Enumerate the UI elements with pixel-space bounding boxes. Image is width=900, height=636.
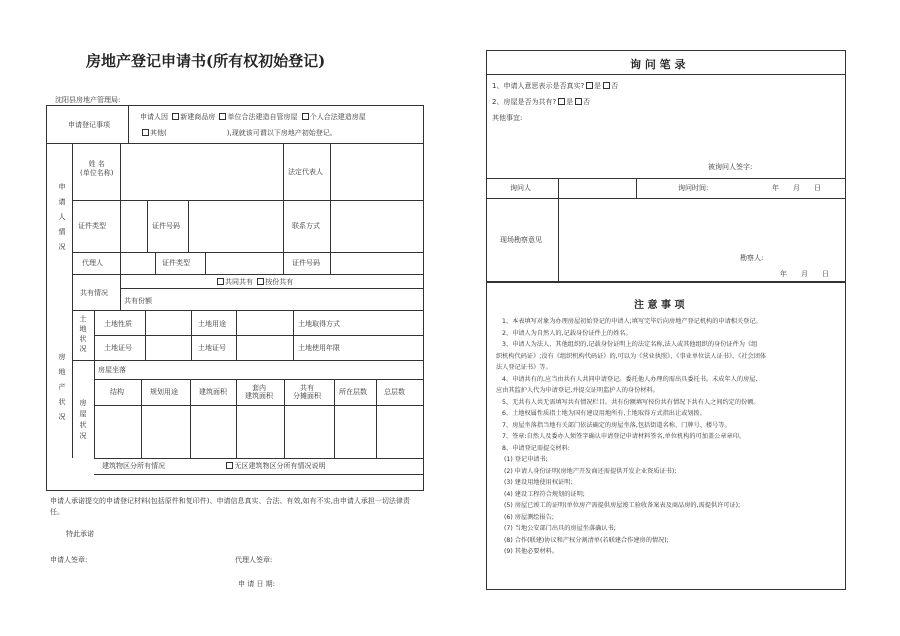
special-commitment: 特此承诺 <box>66 530 94 538</box>
note-line: 4、申请共有的,应当由共有人共同申请登记。委托他人办理的需出具委托书。未成年人的房屋, <box>502 375 758 383</box>
agent-cert-no-label: 证件号码 <box>292 259 320 267</box>
checkbox-no-partition[interactable] <box>226 462 233 469</box>
cert-type-label: 证件类型 <box>78 222 106 230</box>
declaration-text: 申请人承诺提交的申请登记材料(包括原件和复印件)、申请信息真实、合法、有效,如有不实,由申请人承担一切法律责任。 <box>50 497 410 516</box>
note-line: (1) 登记申请书; <box>504 456 548 463</box>
checkbox-q2-no[interactable] <box>575 98 582 105</box>
inquirer-label: 询问人 <box>510 184 531 192</box>
col-floor-area: 建筑面积 <box>199 388 227 396</box>
land-years-label: 土地使用年限 <box>298 344 340 352</box>
note-line: (6) 房屋测绘报告; <box>504 513 554 521</box>
checkbox-share[interactable] <box>257 278 264 285</box>
land-no-label: 土地证号 <box>198 344 226 352</box>
land-status-label: 土地状况 <box>79 315 87 353</box>
house-status-label: 房屋状况 <box>79 399 87 440</box>
agent-signature-label: 代理人签章: <box>235 556 273 564</box>
coown-options: 共同共有 按份共有 <box>215 278 293 286</box>
house-location-label: 房屋坐落 <box>98 366 126 374</box>
note-line: 5、无共有人共无需填写共有情况栏目。共有份额填写按份共有情况下共有人之间约定的份额。 <box>502 398 760 406</box>
col-total-floors: 总层数 <box>384 388 405 396</box>
note-line: (9) 其他必要材料。 <box>504 548 559 555</box>
note-line: (5) 房屋已竣工的证明(单位房产需提供房屋竣工验收备案表及商品房的,需提供许可证); <box>504 502 741 509</box>
name-label: 姓 名 (单位名称) <box>80 160 114 177</box>
land-nature-label: 土地性质 <box>104 320 132 328</box>
checkbox-new-commercial[interactable] <box>172 113 179 120</box>
notes-title: 注 意 事 项 <box>634 300 685 311</box>
other-matters-label: 其他事宜: <box>492 114 523 122</box>
note-line: 法人登记证书》等。 <box>496 364 552 371</box>
checkbox-q2-yes[interactable] <box>558 98 565 105</box>
note-line: (4) 建设工程符合规划的证明; <box>504 490 585 498</box>
checkbox-q1-no[interactable] <box>603 82 610 89</box>
note-line: 6、土地权属性质指土地为国有建设用地所有,土地取得方式指出让或划拨。 <box>502 410 706 417</box>
land-cert-label: 土地证号 <box>104 344 132 352</box>
checkbox-q1-yes[interactable] <box>586 82 593 89</box>
checkbox-unit-built[interactable] <box>219 113 226 120</box>
matter-line-1: 申请人因 新建商品房 单位合法建造自管房屋 个人合法建造房屋 <box>140 113 366 121</box>
surveyor-label: 勘察人: <box>740 254 764 262</box>
legal-rep-label: 法定代表人 <box>288 168 323 176</box>
agent-cert-type-label: 证件类型 <box>162 259 190 267</box>
interviewee-signature-label: 被询问人签字: <box>708 163 753 171</box>
col-structure: 结构 <box>110 388 124 396</box>
agent-label: 代理人 <box>82 259 103 267</box>
inquiry-title: 询 问 笔 录 <box>630 58 686 71</box>
share-label: 共有份额 <box>124 297 152 305</box>
note-line: 7、签章:自然人及委办人须签字确认申请登记申请材料签名,单位机构的可加盖公章章印。 <box>502 433 746 440</box>
site-survey-label: 现场勘察意见 <box>500 236 542 244</box>
cert-no-label: 证件号码 <box>152 222 180 230</box>
section-applicant-label: 申请人情况 <box>58 183 66 251</box>
note-line: 7、房屋坐落指当地有关部门依法确定的房屋坐落,包括街道名称、门牌号、楼号等。 <box>502 421 731 429</box>
checkbox-other[interactable] <box>142 129 149 136</box>
bottom-options: 建筑物区分所有情况 无区建筑物区分所有情况说明 <box>102 462 326 470</box>
contact-label: 联系方式 <box>292 222 320 230</box>
note-line: (3) 建设用地使用权证明; <box>504 479 573 486</box>
inquiry-time-label: 询问时间: <box>678 184 709 192</box>
application-date-label: 申 请 日 期: <box>238 580 276 588</box>
question-2: 2、房屋是否为共有? 是 否 <box>492 98 591 106</box>
land-method-label: 土地取得方式 <box>298 320 340 328</box>
inquiry-record-form <box>450 0 900 636</box>
inquiry-date-ymd: 年 月 日 <box>772 184 821 192</box>
note-line: (7) 当地公安部门出具的房屋坐落确认书; <box>504 525 616 532</box>
note-line: 8、申请登记需提交材料: <box>502 444 570 452</box>
col-floor-level: 所在层数 <box>339 388 367 396</box>
checkbox-joint[interactable] <box>217 278 224 285</box>
col-inner-area: 套内 建筑面积 <box>245 384 273 400</box>
note-line: 织机构代码证》;没有《组织机构代码证》的,可以为《营业执照》、《事业单位法人证书》、《社会团体 <box>496 352 767 360</box>
note-line: 3、申请人为法人、其他组织的,记载身份证明上的法定名称,法人或其他组织的身份证件为《组 <box>502 341 758 348</box>
checkbox-personal-built[interactable] <box>302 113 309 120</box>
coown-label: 共有情况 <box>80 289 108 297</box>
matter-label: 申请登记事项 <box>68 121 110 129</box>
note-line: 1、本表填写对象为办理房屋初始登记的申请人;填写完毕后向房地产登记机构的申请相关登记。 <box>502 318 762 325</box>
applicant-signature-label: 申请人签章: <box>50 556 88 564</box>
land-use-label: 土地用途 <box>198 320 226 328</box>
addressee: 沈阳县房地产管理局: <box>55 96 121 104</box>
survey-date-ymd: 年 月 日 <box>780 270 829 278</box>
note-line: (8) 合作(联建)协议和产权分割清单(若联建合作建房的情况); <box>504 536 669 544</box>
note-line: (2) 申请人身份证明(房地产开发商还需提供开发企业资质证书); <box>504 467 677 475</box>
matter-line-2: 其他( ),现就该可谓以下房地产初始登记。 <box>140 129 337 137</box>
note-line: 应由其监护人代为申请登记,并提交证明监护人的身份材料。 <box>496 387 659 394</box>
section-property-label: 房地产状况 <box>58 353 66 421</box>
note-line: 2、申请人为自然人的,记载身份证件上的姓名。 <box>502 329 632 337</box>
question-1: 1、申请人意思表示是否真实? 是 否 <box>492 82 619 90</box>
col-shared-area: 共有 分摊面积 <box>293 384 321 400</box>
registration-application-form <box>0 0 440 636</box>
col-planned-use: 规划用途 <box>150 388 178 396</box>
form-title: 房地产登记申请书(所有权初始登记) <box>86 52 326 70</box>
